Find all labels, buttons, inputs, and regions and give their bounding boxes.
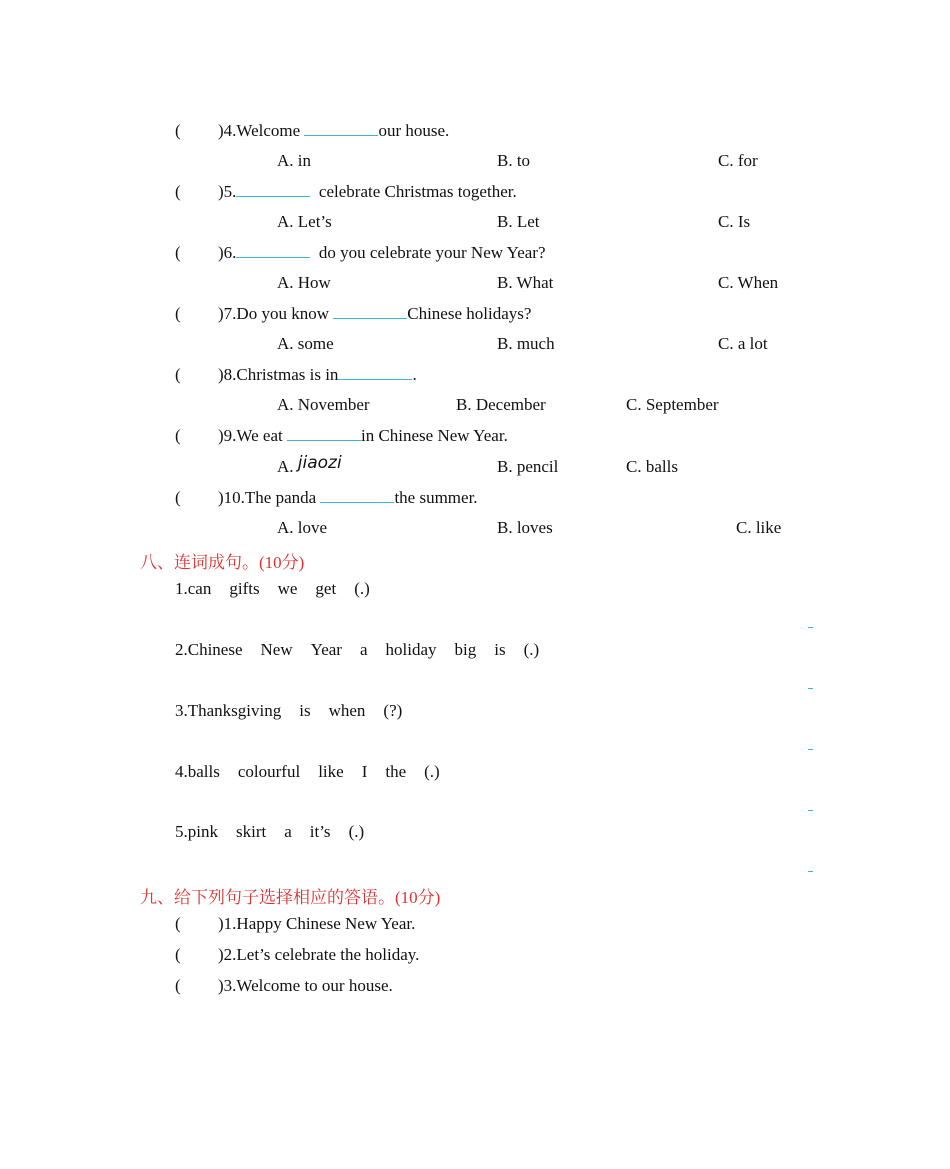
- reorder-item-4: [175, 762, 458, 782]
- item-number: )2.: [218, 945, 237, 964]
- word: holiday: [385, 640, 437, 659]
- question-text: We eat: [236, 426, 287, 445]
- word: New: [260, 640, 293, 659]
- option-a: A. some: [277, 334, 334, 353]
- word: colourful: [237, 762, 301, 781]
- answer-line-marker: [808, 688, 813, 689]
- option-b: B. to: [497, 151, 531, 170]
- item-number: 4.: [175, 762, 188, 781]
- question-text: our house.: [378, 121, 450, 140]
- question-number: )9.: [218, 426, 237, 445]
- question-number: )4.: [218, 121, 237, 140]
- handwritten-word: jiaozi: [297, 453, 342, 473]
- option-a: [277, 453, 342, 477]
- answer-paren: (: [175, 243, 181, 262]
- answer-paren: (: [175, 121, 181, 140]
- option-a: A. in: [277, 151, 311, 170]
- question-text: Christmas is in: [236, 365, 339, 384]
- answer-paren: (: [175, 426, 181, 445]
- question-text: celebrate Christmas together.: [310, 182, 517, 201]
- option-c: C. for: [718, 151, 758, 170]
- word: a: [284, 822, 292, 841]
- question-text: Do you know: [236, 304, 334, 323]
- section-8-title: 八、连词成句。(10分): [140, 553, 305, 572]
- word: Chinese: [187, 640, 243, 659]
- match-item-1: [175, 914, 415, 934]
- question-number: )7.: [218, 304, 237, 323]
- option-b: B. Let: [497, 212, 540, 231]
- item-number: 3.: [175, 701, 188, 720]
- question-number: )8.: [218, 365, 237, 384]
- question-text: .: [412, 365, 417, 384]
- word: gifts: [229, 579, 260, 598]
- reorder-item-1: [175, 579, 388, 599]
- option-a: A. November: [277, 395, 370, 414]
- item-text: Happy Chinese New Year.: [236, 914, 416, 933]
- question-text: The panda: [244, 488, 321, 507]
- option-b: B. pencil: [497, 457, 559, 476]
- word: when: [328, 701, 366, 720]
- option-a: A. How: [277, 273, 331, 292]
- item-number: )3.: [218, 976, 237, 995]
- answer-line-marker: [808, 871, 813, 872]
- word: pink: [187, 822, 218, 841]
- option-b: B. loves: [497, 518, 553, 537]
- option-b: B. much: [497, 334, 555, 353]
- question-6: [175, 242, 546, 263]
- item-number: 1.: [175, 579, 188, 598]
- question-9: [175, 425, 508, 446]
- item-number: )1.: [218, 914, 237, 933]
- answer-line-marker: [808, 627, 813, 628]
- match-item-2: [175, 945, 419, 965]
- word: is: [494, 640, 506, 659]
- word: (.): [523, 640, 540, 659]
- option-c: C. September: [626, 395, 719, 414]
- word: (.): [424, 762, 440, 781]
- answer-paren: (: [175, 914, 181, 933]
- answer-paren: (: [175, 304, 181, 323]
- answer-blank: [287, 425, 361, 441]
- item-text: Welcome to our house.: [236, 976, 393, 995]
- word: like: [318, 762, 344, 781]
- reorder-item-3: [175, 701, 420, 721]
- answer-paren: (: [175, 182, 181, 201]
- option-c: C. balls: [626, 457, 678, 476]
- question-text: in Chinese New Year.: [360, 426, 508, 445]
- word: we: [277, 579, 298, 598]
- answer-blank: [236, 181, 310, 197]
- word: the: [385, 762, 407, 781]
- answer-paren: (: [175, 365, 181, 384]
- question-5: [175, 181, 517, 202]
- question-text: the summer.: [394, 488, 478, 507]
- word: (?): [383, 701, 403, 720]
- option-c: C. a lot: [718, 334, 768, 353]
- word: is: [299, 701, 311, 720]
- question-number: )6.: [218, 243, 237, 262]
- word: can: [187, 579, 212, 598]
- item-number: 5.: [175, 822, 188, 841]
- question-number: )5.: [218, 182, 237, 201]
- item-text: Let’s celebrate the holiday.: [236, 945, 420, 964]
- word: skirt: [235, 822, 267, 841]
- answer-line-marker: [808, 749, 813, 750]
- word: big: [454, 640, 477, 659]
- word: I: [361, 762, 368, 781]
- question-8: [175, 364, 417, 385]
- option-c: C. When: [718, 273, 779, 292]
- question-text: Chinese holidays?: [407, 304, 532, 323]
- question-4: [175, 120, 449, 141]
- word: (.): [348, 822, 365, 841]
- answer-blank: [304, 120, 378, 136]
- option-c: C. Is: [718, 212, 751, 231]
- answer-paren: (: [175, 976, 181, 995]
- question-10: [175, 487, 478, 508]
- question-7: [175, 303, 531, 324]
- reorder-item-2: [175, 640, 557, 660]
- option-a: A. Let’s: [277, 212, 332, 231]
- match-item-3: [175, 976, 393, 996]
- reorder-item-5: [175, 822, 382, 842]
- option-c: C. like: [736, 518, 782, 537]
- answer-blank: [333, 303, 407, 319]
- word: balls: [187, 762, 220, 781]
- word: it’s: [309, 822, 331, 841]
- word: (.): [354, 579, 370, 598]
- answer-paren: (: [175, 945, 181, 964]
- question-text: do you celebrate your New Year?: [310, 243, 546, 262]
- word: Year: [310, 640, 342, 659]
- option-b: B. December: [456, 395, 546, 414]
- answer-line-marker: [808, 810, 813, 811]
- option-label: A.: [277, 457, 294, 476]
- item-number: 2.: [175, 640, 188, 659]
- option-b: B. What: [497, 273, 554, 292]
- question-number: )10.: [218, 488, 245, 507]
- option-a: A. love: [277, 518, 328, 537]
- answer-blank: [338, 364, 412, 380]
- question-text: Welcome: [236, 121, 305, 140]
- word: get: [315, 579, 337, 598]
- answer-blank: [236, 242, 310, 258]
- word: a: [359, 640, 368, 659]
- answer-paren: (: [175, 488, 181, 507]
- section-9-title: 九、给下列句子选择相应的答语。(10分): [140, 888, 441, 907]
- answer-blank: [320, 487, 394, 503]
- word: Thanksgiving: [187, 701, 282, 720]
